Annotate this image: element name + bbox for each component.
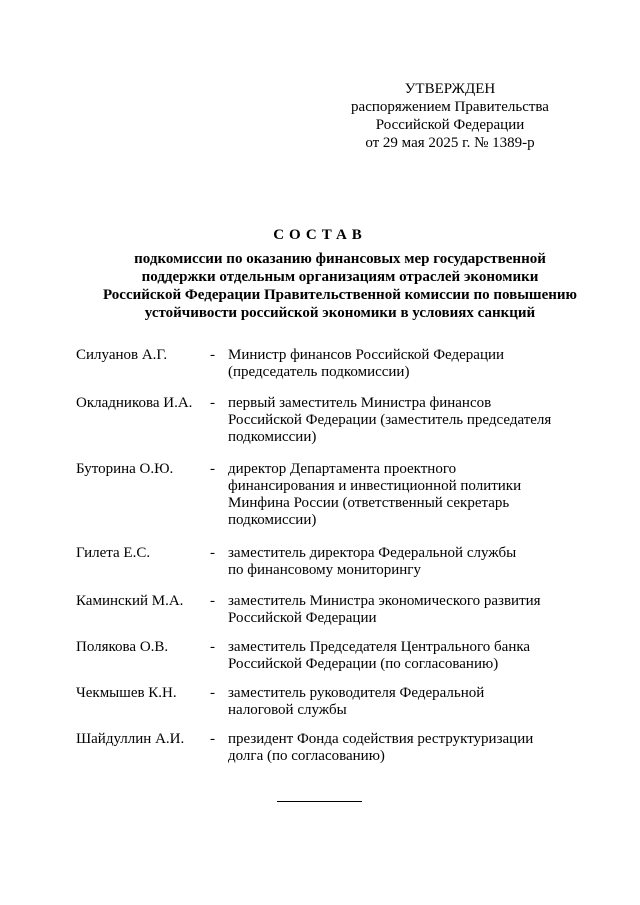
end-of-document-rule xyxy=(277,801,362,802)
member-role xyxy=(228,545,596,579)
role-line: подкомиссии) xyxy=(228,429,317,445)
member-role xyxy=(228,347,596,381)
role-line: первый заместитель Министра финансов xyxy=(228,395,492,411)
member-name: Буторина О.Ю. xyxy=(76,461,174,477)
member-row xyxy=(76,395,596,461)
role-line: Министр финансов Российской Федерации xyxy=(228,347,505,363)
approval-heading: УТВЕРЖДЕН xyxy=(404,81,496,97)
member-row xyxy=(76,639,596,685)
role-line: финансирования и инвестиционной политики xyxy=(228,478,522,494)
member-list xyxy=(76,347,596,771)
role-line: (председатель подкомиссии) xyxy=(228,364,410,380)
role-line: долга (по согласованию) xyxy=(228,748,385,764)
approval-line: распоряжением Правительства xyxy=(351,99,549,115)
member-dash: - xyxy=(210,593,215,609)
approval-line: Российской Федерации xyxy=(375,117,525,133)
approval-date-number: от 29 мая 2025 г. № 1389-р xyxy=(365,135,535,151)
member-name: Полякова О.В. xyxy=(76,639,169,655)
member-role xyxy=(228,461,596,529)
member-name: Силуанов А.Г. xyxy=(76,347,168,363)
document-title: СОСТАВ xyxy=(273,227,367,243)
document-subtitle xyxy=(60,250,620,322)
member-row xyxy=(76,545,596,593)
role-line: подкомиссии) xyxy=(228,512,317,528)
member-row xyxy=(76,685,596,731)
member-role xyxy=(228,685,596,719)
role-line: заместитель Председателя Центрального банка xyxy=(228,639,531,655)
member-name: Каминский М.А. xyxy=(76,593,184,609)
role-line: Российской Федерации xyxy=(228,610,377,626)
member-dash: - xyxy=(210,347,215,363)
role-line: налоговой службы xyxy=(228,702,347,718)
role-line: заместитель директора Федеральной службы xyxy=(228,545,517,561)
member-role xyxy=(228,639,596,673)
member-row xyxy=(76,731,596,771)
member-dash: - xyxy=(210,731,215,747)
member-dash: - xyxy=(210,685,215,701)
member-name: Чекмышев К.Н. xyxy=(76,685,177,701)
member-role xyxy=(228,593,596,627)
role-line: заместитель руководителя Федеральной xyxy=(228,685,485,701)
member-role xyxy=(228,731,596,765)
member-row xyxy=(76,461,596,545)
member-row xyxy=(76,347,596,395)
member-dash: - xyxy=(210,395,215,411)
member-role xyxy=(228,395,596,446)
member-row xyxy=(76,593,596,639)
subtitle-line: Российской Федерации Правительственной комиссии по повышению xyxy=(103,287,577,303)
role-line: заместитель Министра экономического развития xyxy=(228,593,541,609)
member-name: Окладникова И.А. xyxy=(76,395,193,411)
role-line: по финансовому мониторингу xyxy=(228,562,421,578)
member-dash: - xyxy=(210,545,215,561)
role-line: директор Департамента проектного xyxy=(228,461,457,477)
approval-block xyxy=(330,80,570,152)
role-line: Российской Федерации (по согласованию) xyxy=(228,656,499,672)
subtitle-line: подкомиссии по оказанию финансовых мер государственной xyxy=(134,251,546,267)
member-name: Шайдуллин А.И. xyxy=(76,731,185,747)
role-line: Российской Федерации (заместитель председателя xyxy=(228,412,552,428)
subtitle-line: поддержки отдельным организациям отраслей экономики xyxy=(141,269,539,285)
member-dash: - xyxy=(210,461,215,477)
subtitle-line: устойчивости российской экономики в условиях санкций xyxy=(144,305,536,321)
member-name: Гилета Е.С. xyxy=(76,545,151,561)
role-line: Минфина России (ответственный секретарь xyxy=(228,495,510,511)
member-dash: - xyxy=(210,639,215,655)
role-line: президент Фонда содействия реструктуризации xyxy=(228,731,534,747)
